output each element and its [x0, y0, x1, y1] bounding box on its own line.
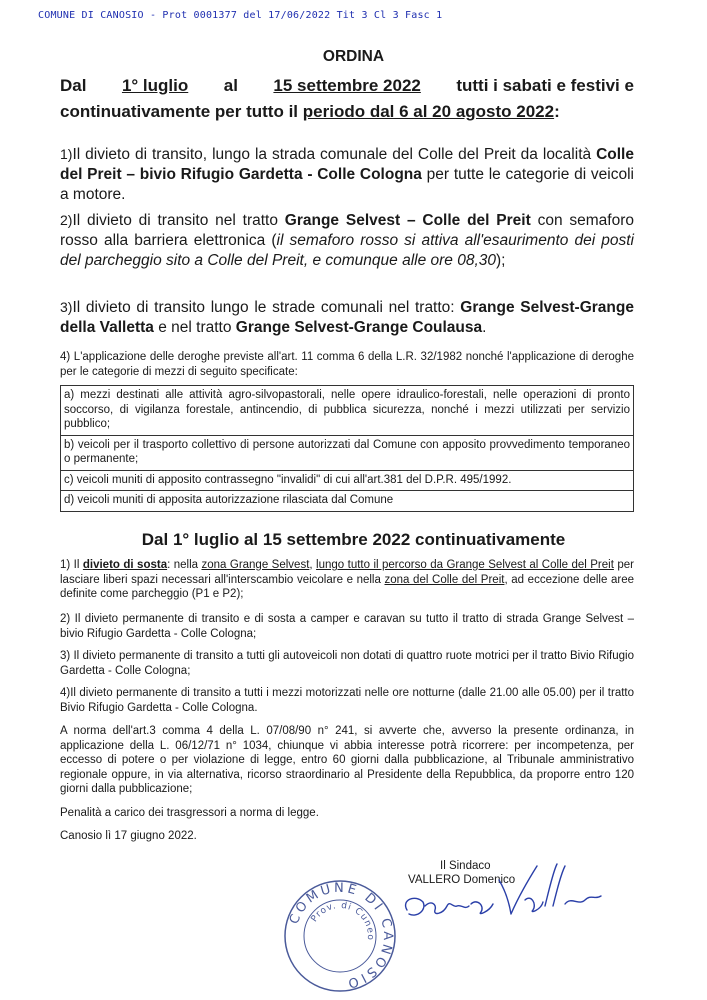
- penalita-paragraph: Penalità a carico dei trasgressori a norma di legge.: [60, 807, 319, 819]
- handwritten-signature: [395, 860, 615, 930]
- sosta-item-2: 2) Il divieto permanente di transito e di sosta a camper e caravan su tutto il tratto di strada Grange Selvest – bivio Rifugio Gardetta - Colle Cologna;: [60, 613, 634, 640]
- sosta-item-4: 4)Il divieto permanente di transito a tutti i mezzi motorizzati nelle ore notturne (dalle 21.00 alle 05.00) per il tratto Bivio Rifugio Gardetta - Colle Cologna.: [60, 687, 634, 714]
- deroga-b: b) veicoli per il trasporto collettivo di persone autorizzati dal Comune con apposito provvedimento temporaneo o permanente;: [61, 436, 633, 471]
- sosta-item-3: 3) Il divieto permanente di transito a tutti gli autoveicoli non dotati di quattro ruote motrici per il tratto Bivio Rifugio Gardetta - Colle Cologna;: [60, 650, 634, 677]
- norma-paragraph: A norma dell'art.3 comma 4 della L. 07/08/90 n° 241, si avverte che, avverso la presente ordinanza, in applicazione della L. 06/12/71 n° 1034, chiunque vi abbia interesse potrà ricorrere: per incompetenza, per eccesso di potere o per violazione di legge, entro 60 giorni dalla pubblicazione, al Tribunale amministrativo regionale oppure, in via alternativa, ricorso straordinario al Presidente della Repubblica, da proporre entro 120 giorni dalla pubblicazione;: [60, 725, 634, 795]
- deroghe-box: [60, 385, 634, 512]
- item-4: 4) L'applicazione delle deroghe previste all'art. 11 comma 6 della L.R. 32/1982 nonché l'applicazione di deroghe per le categorie di mezzi di seguito specificate:: [60, 351, 634, 378]
- item-3: 3)Il divieto di transito lungo le strade comunali nel tratto: Grange Selvest-Grange della Valletta e nel tratto Grange Selvest-Grange Coulausa.: [60, 299, 634, 336]
- item-1: 1)Il divieto di transito, lungo la strada comunale del Colle del Preit da località Colle del Preit – bivio Rifugio Gardetta - Colle Cologna per tutte le categorie di veicoli a motore.: [60, 146, 634, 203]
- place-date: Canosio lì 17 giugno 2022.: [60, 830, 197, 842]
- deroga-d: d) veicoli muniti di apposita autorizzazione rilasciata dal Comune: [64, 494, 394, 506]
- section-subtitle: Dal 1° luglio al 15 settembre 2022 continuativamente: [141, 530, 566, 549]
- deroga-a: a) mezzi destinati alle attività agro-silvopastorali, nelle opere idraulico-forestali, nelle operazioni di pronto soccorso, di vigilanza forestale, antincendio, di pubblica sicurezza, nonché i mezzi utilizzati per servizio pubblico;: [61, 386, 633, 436]
- deroga-c: c) veicoli muniti di apposito contrassegno "invalidi" di cui all'art.381 del D.P.R. 495/1992.: [61, 471, 633, 492]
- svg-text:Prov. di Cuneo: Prov. di Cuneo: [309, 900, 376, 942]
- protocol-header: COMUNE DI CANOSIO - Prot 0001377 del 17/06/2022 Tit 3 Cl 3 Fasc 1: [38, 10, 443, 21]
- item-2: 2)Il divieto di transito nel tratto Grange Selvest – Colle del Preit con semaforo rosso alla barriera elettronica (il semaforo rosso si attiva all'esaurimento dei posti del parcheggio sito a Colle del Preit, e comunque alle ore 08,30);: [60, 212, 634, 269]
- headline-line-1: Dal 1° luglio al 15 settembre 2022 tutti i sabati e festivi e: [60, 76, 634, 95]
- document-title: ORDINA: [322, 48, 385, 65]
- svg-text:COMUNE DI CANOSIO: COMUNE DI CANOSIO: [286, 880, 396, 991]
- headline-line-2: continuativamente per tutto il periodo dal 6 al 20 agosto 2022:: [60, 102, 560, 121]
- sindaco-name: VALLERO Domenico: [408, 874, 516, 886]
- ordinance-headline: [60, 73, 634, 125]
- comune-stamp: [282, 878, 398, 994]
- sosta-item-1: 1) Il divieto di sosta: nella zona Grange Selvest, lungo tutto il percorso da Grange Selvest al Colle del Preit per lasciare liberi spazi necessari all'interscambio veicolare e nella zona del Colle del Preit, ad eccezione delle aree definite come parcheggio (P1 e P2);: [60, 559, 634, 600]
- sindaco-label: Il Sindaco: [440, 860, 491, 872]
